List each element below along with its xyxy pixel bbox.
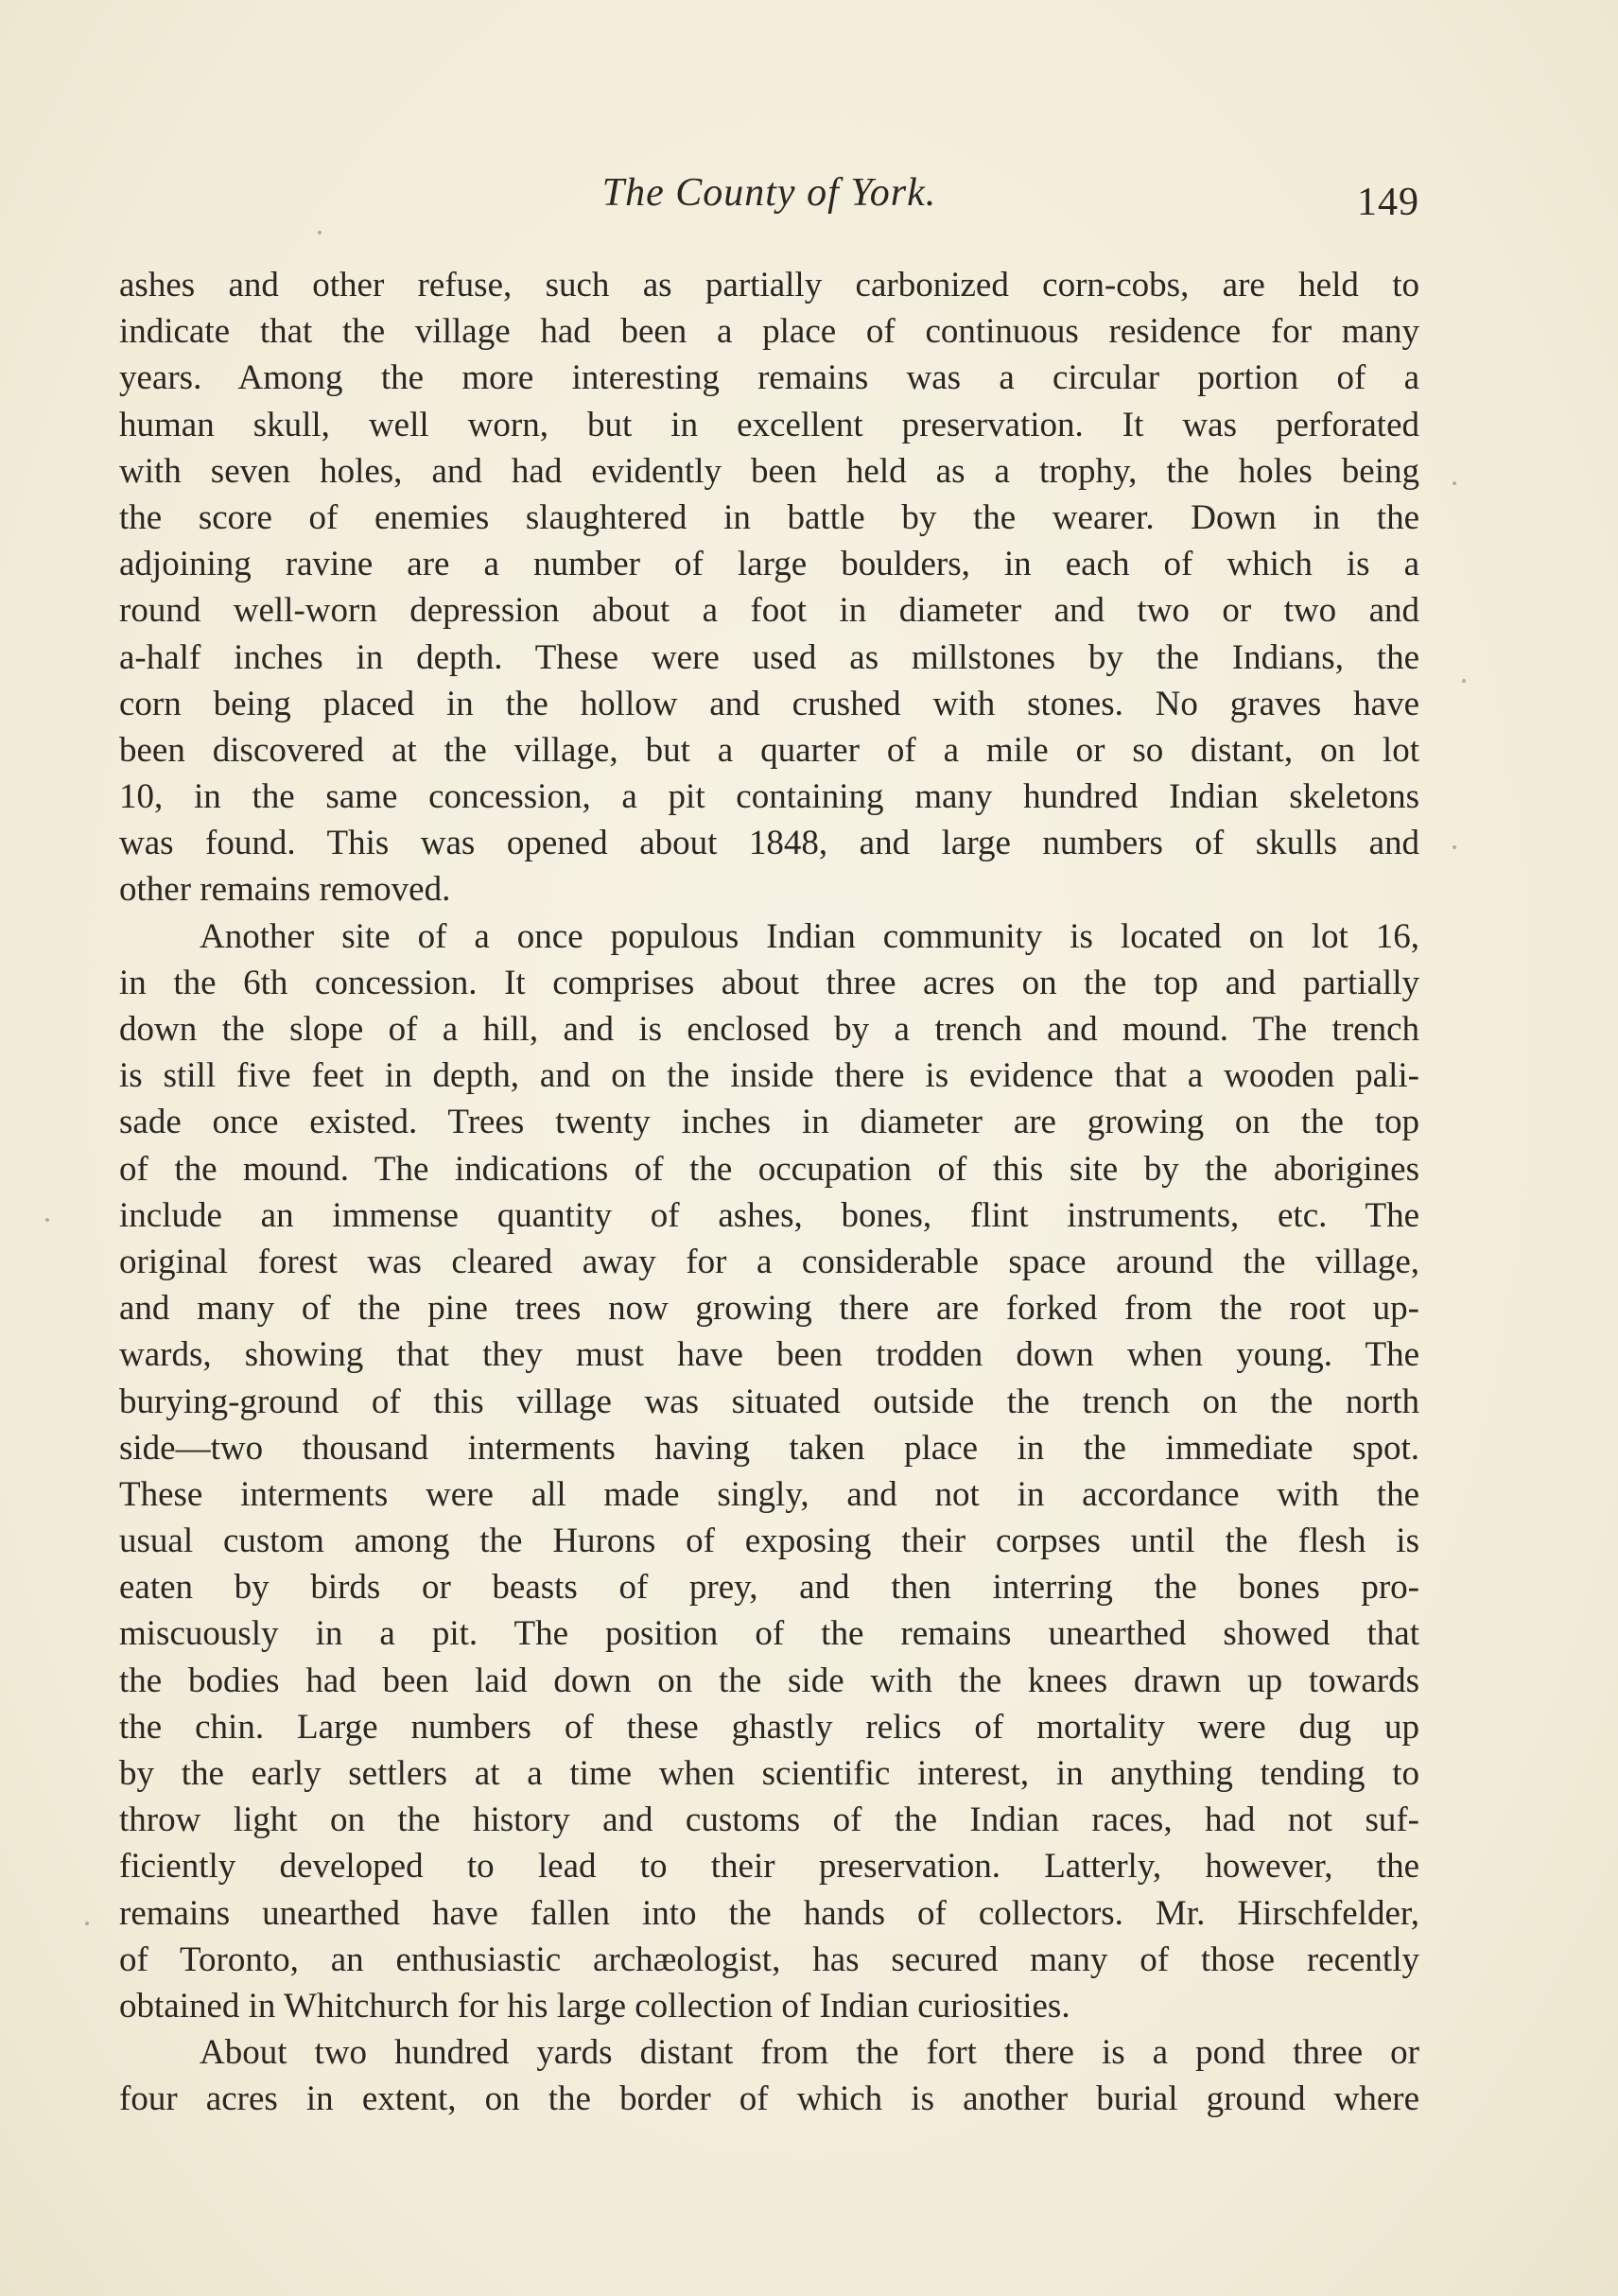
text-line: usual custom among the Hurons of exposing their corpses until the flesh is <box>119 1522 1419 1561</box>
text-line: the chin. Large numbers of these ghastly relics of mortality were dug up <box>119 1707 1419 1747</box>
paper-speck <box>1453 845 1456 849</box>
text-line: sade once existed. Trees twenty inches in diameter are growing on the top <box>119 1103 1419 1142</box>
text-line: a-half inches in depth. These were used as millstones by the Indians, the <box>119 637 1419 677</box>
paper-speck <box>1453 481 1456 485</box>
paper-speck <box>85 1922 89 1925</box>
text-line: and many of the pine trees now growing there are forked from the root up- <box>119 1289 1419 1329</box>
text-line: in the 6th concession. It comprises about three acres on the top and partially <box>119 963 1419 1002</box>
text-line: original forest was cleared away for a considerable space around the village, <box>119 1242 1419 1281</box>
text-line: the score of enemies slaughtered in battle by the wearer. Down in the <box>119 497 1419 537</box>
text-line: eaten by birds or beasts of prey, and then interring the bones pro- <box>119 1568 1419 1608</box>
paper-speck <box>318 231 322 235</box>
text-line: is still five feet in depth, and on the inside there is evidence that a wooden pali- <box>119 1056 1419 1096</box>
text-line: throw light on the history and customs of the Indian races, had not suf- <box>119 1800 1419 1840</box>
text-line: obtained in Whitchurch for his large collection of Indian curiosities. <box>119 1986 1070 2026</box>
text-line: miscuously in a pit. The position of the remains unearthed showed that <box>119 1614 1419 1654</box>
running-title: The County of York. <box>601 171 937 215</box>
text-line: human skull, well worn, but in excellent preservation. It was perforated <box>119 405 1419 444</box>
text-line: with seven holes, and had evidently been held as a trophy, the holes being <box>119 451 1419 491</box>
text-line: ashes and other refuse, such as partially carbonized corn-cobs, are held to <box>119 266 1419 304</box>
paragraph-start-line: Another site of a once populous Indian community is located on lot 16, <box>200 916 1419 956</box>
text-line: 10, in the same concession, a pit containing many hundred Indian skeletons <box>119 777 1419 817</box>
text-line: wards, showing that they must have been trodden down when young. The <box>119 1335 1419 1375</box>
text-line: been discovered at the village, but a quarter of a mile or so distant, on lot <box>119 730 1419 770</box>
text-line: ficiently developed to lead to their preservation. Latterly, however, the <box>119 1847 1419 1887</box>
text-line: the bodies had been laid down on the side with the knees drawn up towards <box>119 1661 1419 1700</box>
text-line: round well-worn depression about a foot in diameter and two or two and <box>119 591 1419 631</box>
paper-speck <box>1462 679 1466 683</box>
text-line: years. Among the more interesting remains was a circular portion of a <box>119 358 1419 398</box>
text-line: other remains removed. <box>119 870 451 910</box>
text-line: was found. This was opened about 1848, and large numbers of skulls and <box>119 824 1419 863</box>
paper-speck <box>45 1218 49 1222</box>
text-line: include an immense quantity of ashes, bones, flint instruments, etc. The <box>119 1195 1419 1235</box>
text-line: indicate that the village had been a place of continuous residence for many <box>119 312 1419 352</box>
text-line: corn being placed in the hollow and crushed with stones. No graves have <box>119 684 1419 723</box>
text-line: adjoining ravine are a number of large boulders, in each of which is a <box>119 545 1419 584</box>
text-line: These interments were all made singly, and not in accordance with the <box>119 1474 1419 1514</box>
text-line: by the early settlers at a time when scientific interest, in anything tending to <box>119 1754 1419 1793</box>
text-line: of Toronto, an enthusiastic archæologist, has secured many of those recently <box>119 1939 1419 1979</box>
text-line: remains unearthed have fallen into the hands of collectors. Mr. Hirschfelder, <box>119 1893 1419 1933</box>
body-text <box>119 262 1419 2123</box>
text-line: side—two thousand interments having taken place in the immediate spot. <box>119 1428 1419 1468</box>
text-line: burying-ground of this village was situated outside the trench on the north <box>119 1382 1419 1421</box>
text-line: down the slope of a hill, and is enclosed by a trench and mound. The trench <box>119 1010 1419 1049</box>
text-line: four acres in extent, on the border of which is another burial ground where <box>119 2079 1419 2119</box>
paragraph-start-line: About two hundred yards distant from the fort there is a pond three or <box>200 2033 1419 2073</box>
page-number: 149 <box>1357 181 1419 224</box>
running-head <box>119 170 1419 236</box>
text-line: of the mound. The indications of the occupation of this site by the aborigines <box>119 1149 1419 1189</box>
